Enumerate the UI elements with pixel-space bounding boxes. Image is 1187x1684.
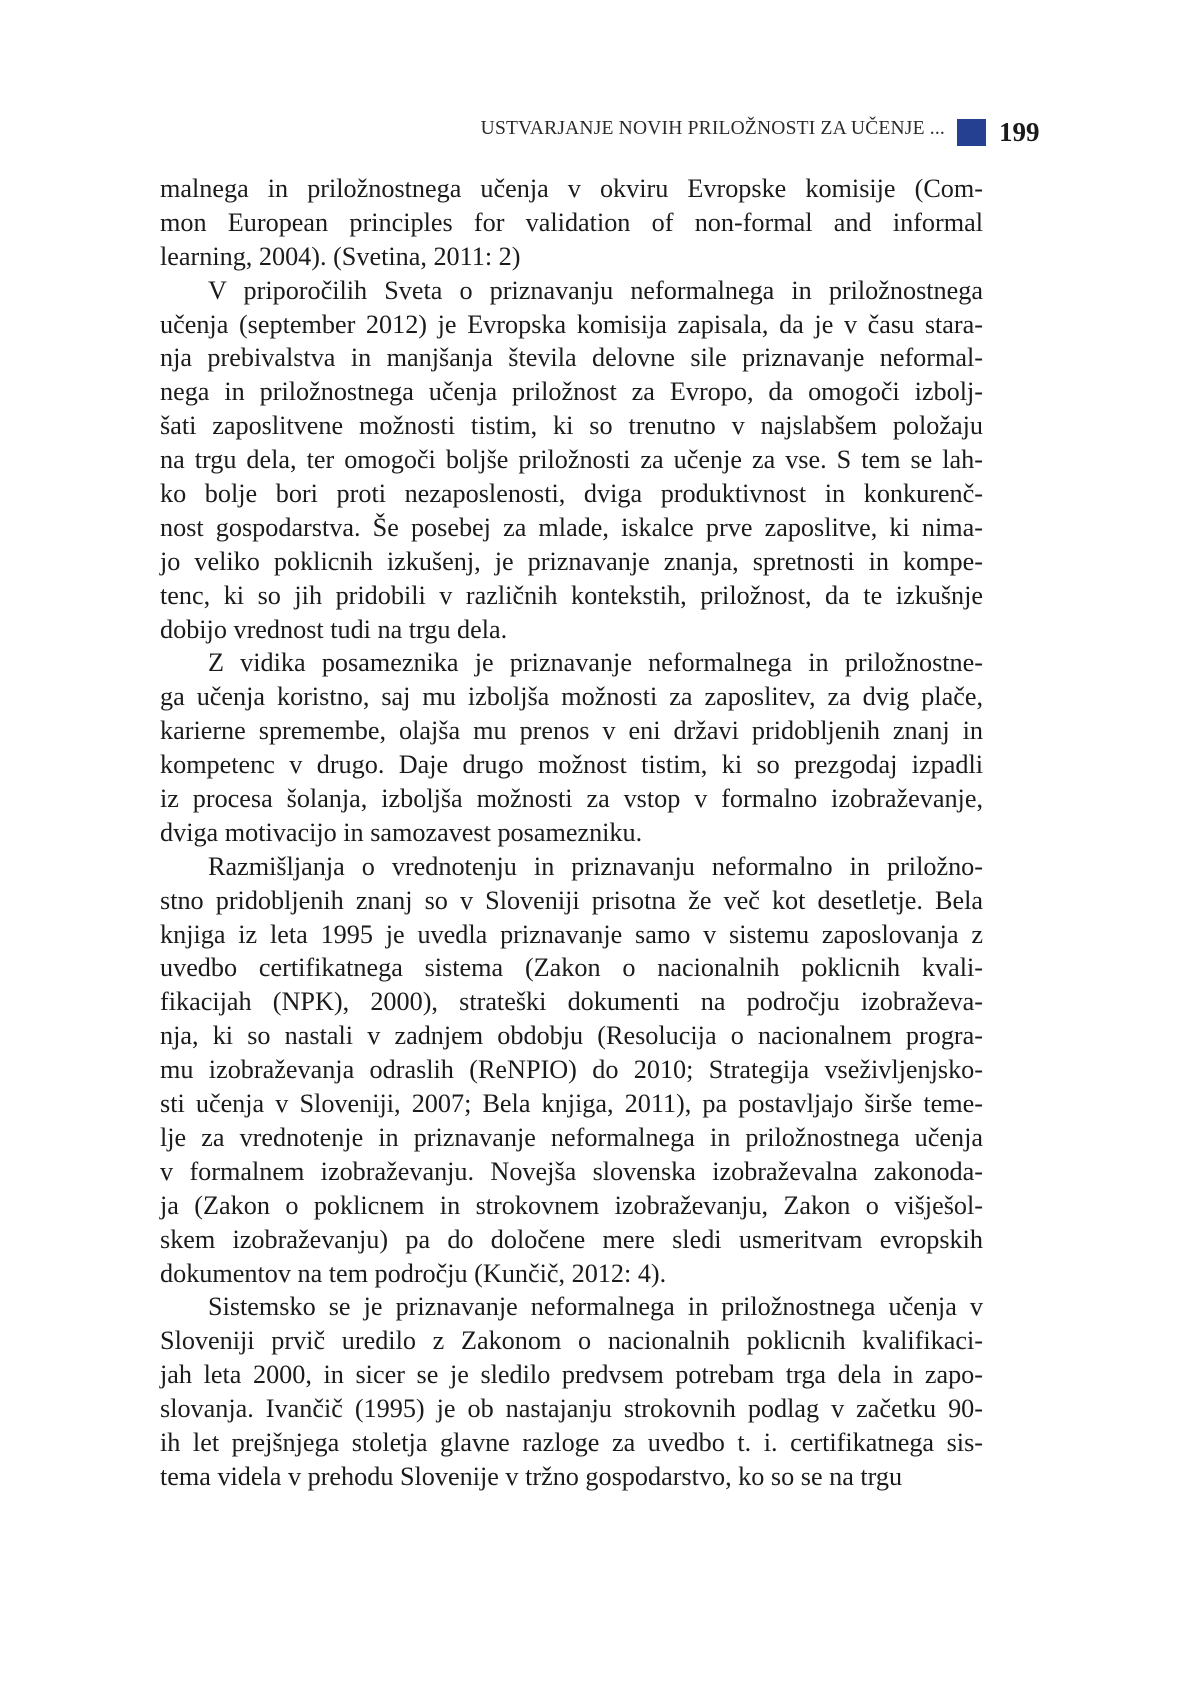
text-line: karierne spremembe, olajša mu prenos v eni državi pridobljenih znanj in [160, 716, 983, 746]
text-line: Sloveniji prvič uredilo z Zakonom o nacionalnih poklicnih kvalifikaci- [160, 1326, 983, 1356]
text-line: slovanja. Ivančič (1995) je ob nastajanju strokovnih podlag v začetku 90- [160, 1394, 983, 1424]
text-line: skem izobraževanju) pa do določene mere sledi usmeritvam evropskih [160, 1224, 983, 1254]
text-line: jo veliko poklicnih izkušenj, je priznavanje znanja, spretnosti in kompe- [160, 546, 983, 576]
running-header-title: USTVARJANJE NOVIH PRILOŽNOSTI ZA UČENJE ... [480, 118, 945, 139]
text-line: lje za vrednotenje in priznavanje neformalnega in priložnostnega učenja [160, 1122, 983, 1152]
body-text [160, 172, 983, 1494]
header-accent-square-icon [957, 119, 986, 146]
text-line: jah leta 2000, in sicer se je sledilo predvsem potrebam trga dela in zapo- [160, 1360, 983, 1390]
text-line: dokumentov na tem področju (Kunčič, 2012: 4). [160, 1258, 667, 1288]
text-line: knjiga iz leta 1995 je uvedla priznavanje samo v sistemu zaposlovanja z [160, 919, 983, 949]
text-line: ih let prejšnjega stoletja glavne razloge za uvedbo t. i. certifikatnega sis- [160, 1427, 983, 1457]
text-line: dobijo vrednost tudi na trgu dela. [160, 614, 508, 644]
text-line: uvedbo certifikatnega sistema (Zakon o nacionalnih poklicnih kvali- [160, 953, 983, 983]
text-line: Z vidika posameznika je priznavanje neformalnega in priložnostne- [208, 648, 983, 678]
text-line: mon European principles for validation of non-formal and informal [160, 207, 983, 237]
text-line: ko bolje bori proti nezaposlenosti, dviga produktivnost in konkurenč- [160, 479, 983, 509]
text-line: nja prebivalstva in manjšanja števila delovne sile priznavanje neformal- [160, 343, 983, 373]
paragraph [160, 646, 983, 849]
text-line: iz procesa šolanja, izboljša možnosti za vstop v formalno izobraževanje, [160, 784, 983, 814]
text-line: sti učenja v Sloveniji, 2007; Bela knjiga, 2011), pa postavljajo širše teme- [160, 1089, 983, 1119]
text-line: nost gospodarstva. Še posebej za mlade, iskalce prve zaposlitve, ki nima- [160, 512, 983, 542]
text-line: šati zaposlitvene možnosti tistim, ki so trenutno v najslabšem položaju [160, 411, 983, 441]
paragraph [160, 1290, 983, 1493]
text-line: tenc, ki so jih pridobili v različnih kontekstih, priložnost, da te izkušnje [160, 580, 983, 610]
text-line: stno pridobljenih znanj so v Sloveniji prisotna že več kot desetletje. Bela [160, 885, 983, 915]
text-line: učenja (september 2012) je Evropska komisija zapisala, da je v času stara- [160, 309, 983, 339]
text-line: nja, ki so nastali v zadnjem obdobju (Resolucija o nacionalnem progra- [160, 1021, 983, 1051]
text-line: Sistemsko se je priznavanje neformalnega in priložnostnega učenja v [208, 1292, 983, 1322]
text-line: V priporočilih Sveta o priznavanju neformalnega in priložnostnega [208, 275, 983, 305]
text-line: v formalnem izobraževanju. Novejša slovenska izobraževalna zakonoda- [160, 1156, 983, 1186]
paragraph [160, 274, 983, 647]
text-line: ja (Zakon o poklicnem in strokovnem izobraževanju, Zakon o višješol- [160, 1190, 983, 1220]
text-line: Razmišljanja o vrednotenju in priznavanju neformalno in priložno- [208, 851, 983, 881]
paragraph [160, 172, 983, 274]
text-line: mu izobraževanja odraslih (ReNPIO) do 2010; Strategija vseživljenjsko- [160, 1055, 983, 1085]
text-line: dviga motivacijo in samozavest posamezniku. [160, 817, 643, 847]
text-line: tema videla v prehodu Slovenije v tržno gospodarstvo, ko so se na trgu [160, 1461, 903, 1491]
text-line: ga učenja koristno, saj mu izboljša možnosti za zaposlitev, za dvig plače, [160, 682, 983, 712]
text-line: malnega in priložnostnega učenja v okviru Evropske komisije (Com- [160, 174, 983, 203]
text-line: nega in priložnostnega učenja priložnost za Evropo, da omogoči izbolj- [160, 377, 983, 407]
page-number: 199 [999, 117, 1040, 147]
text-line: na trgu dela, ter omogoči boljše priložnosti za učenje za vse. S tem se lah- [160, 445, 983, 475]
text-line: learning, 2004). (Svetina, 2011: 2) [160, 241, 521, 271]
text-line: fikacijah (NPK), 2000), strateški dokumenti na področju izobraževa- [160, 987, 983, 1017]
text-line: kompetenc v drugo. Daje drugo možnost tistim, ki so prezgodaj izpadli [160, 750, 983, 780]
paragraph [160, 850, 983, 1291]
